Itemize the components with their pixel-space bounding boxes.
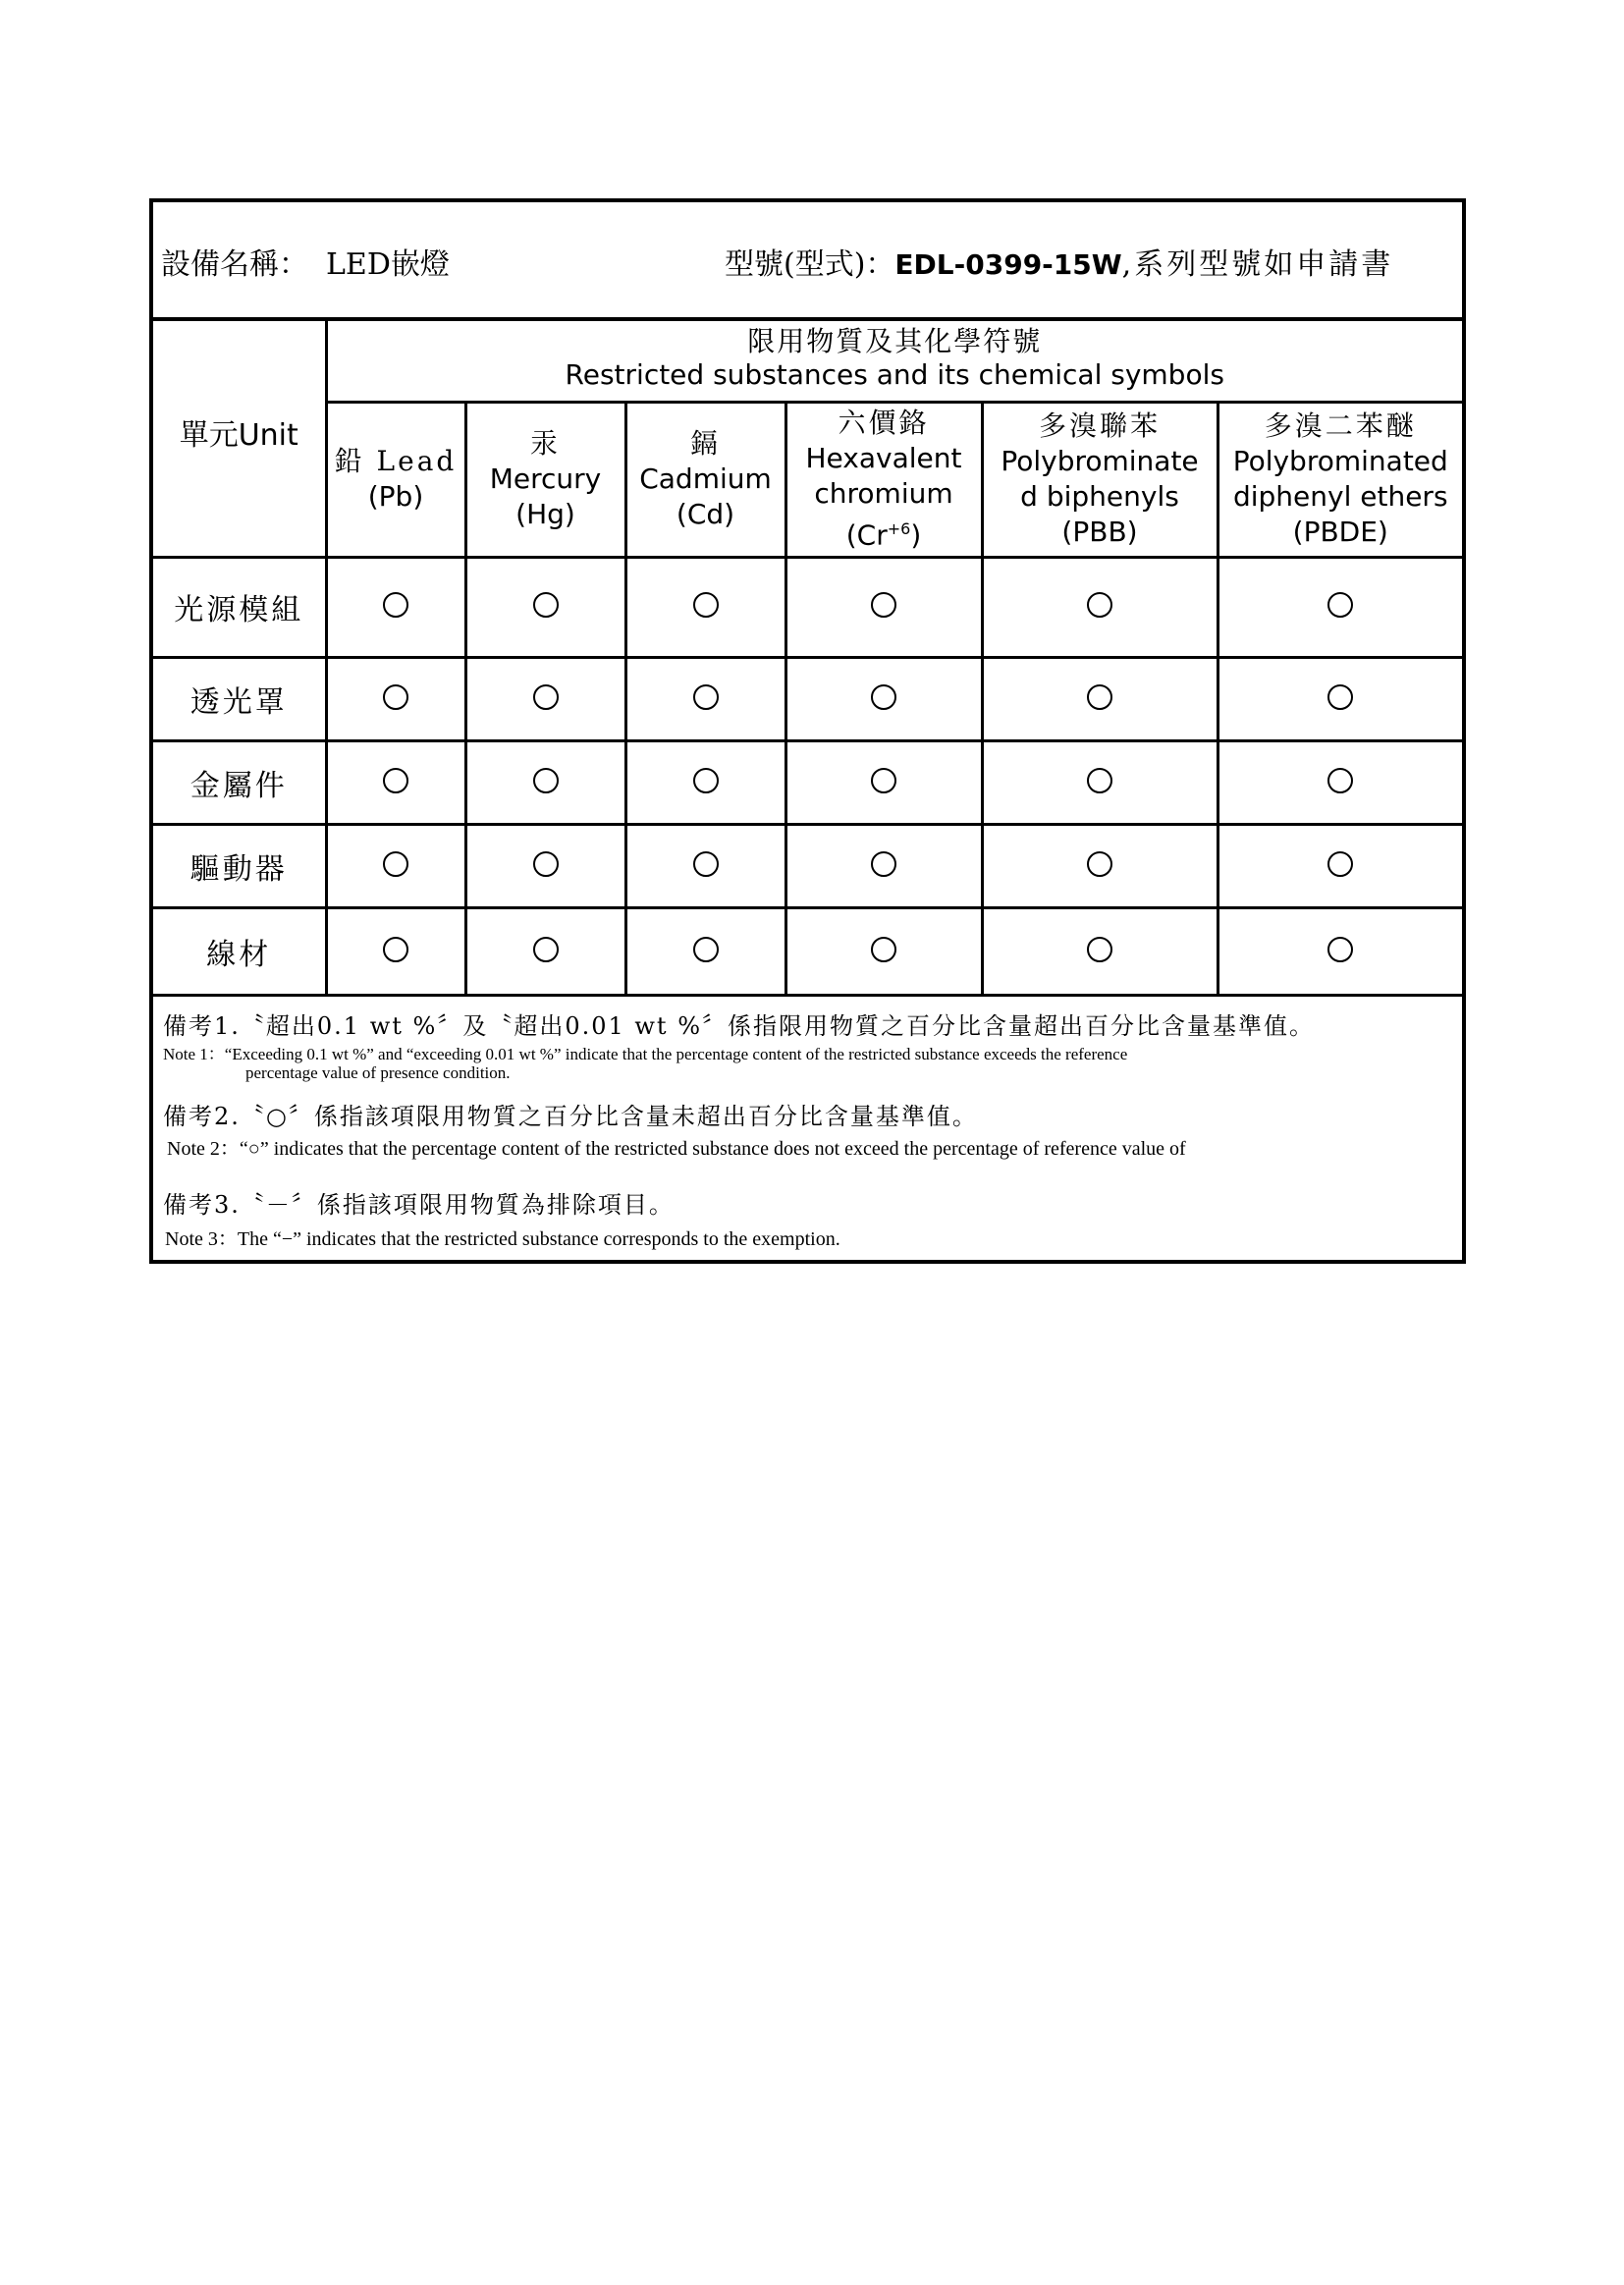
note-2-en: Note 2：“○” indicates that the percentage content of the restricted substance does not exceed the percentage of reference value of	[167, 1138, 1186, 1160]
circle-mark	[465, 557, 625, 657]
title-row	[153, 202, 1462, 321]
equipment-name-field	[161, 240, 450, 283]
circle-mark	[982, 907, 1218, 995]
note-1-en: Note 1：“Exceeding 0.1 wt %” and “exceeding 0.01 wt %” indicate that the percentage content of the restricted substance exceeds the reference	[163, 1045, 1128, 1063]
model-suffix: ,系列型號如申請書	[1121, 247, 1394, 282]
equipment-name: LED嵌燈	[326, 247, 450, 282]
circle-mark	[982, 557, 1218, 657]
circle-mark	[1218, 657, 1462, 740]
model-label: 型號(型式)：	[725, 247, 895, 282]
row-label: 驅動器	[153, 824, 326, 907]
circle-mark	[785, 824, 982, 907]
circle-mark	[625, 557, 785, 657]
circle-mark	[465, 657, 625, 740]
circle-mark	[326, 557, 465, 657]
rohs-declaration-sheet	[149, 198, 1466, 1264]
restricted-header-en: Restricted substances and its chemical symbols	[565, 358, 1224, 392]
note-2-zh: 備考2.〝○〞係指該項限用物質之百分比含量未超出百分比含量基準值。	[163, 1103, 978, 1130]
model-value: EDL-0399-15W	[894, 248, 1122, 281]
circle-mark	[982, 657, 1218, 740]
circle-mark	[465, 824, 625, 907]
notes-section	[153, 995, 1462, 1264]
circle-mark	[785, 557, 982, 657]
column-header-hexavalent-chromium: 六價鉻 Hexavalent chromium $(Cr^{+6})$	[785, 402, 982, 557]
note-3-en: Note 3：The “−” indicates that the restricted substance corresponds to the exemption.	[165, 1228, 840, 1250]
circle-mark	[1218, 740, 1462, 824]
restricted-substances-header	[326, 317, 1462, 402]
table-row	[153, 557, 1462, 657]
equipment-label: 設備名稱：	[161, 247, 308, 282]
column-header-lead: 鉛 Lead (Pb)	[326, 402, 465, 557]
circle-mark	[785, 657, 982, 740]
circle-mark	[625, 907, 785, 995]
table-row	[153, 740, 1462, 824]
circle-mark	[1218, 557, 1462, 657]
circle-mark	[326, 740, 465, 824]
row-label: 光源模組	[153, 557, 326, 657]
circle-mark	[982, 824, 1218, 907]
column-header-pbde: 多溴二苯醚 Polybrominated diphenyl ethers (PBDE)	[1218, 402, 1462, 557]
note-3-zh: 備考3.〝－〞係指該項限用物質為排除項目。	[163, 1191, 675, 1219]
circle-mark	[326, 907, 465, 995]
circle-mark	[1218, 824, 1462, 907]
circle-mark	[785, 740, 982, 824]
row-label: 線材	[153, 907, 326, 995]
circle-mark	[326, 824, 465, 907]
column-header-pbb: 多溴聯苯 Polybrominate d biphenyls (PBB)	[982, 402, 1218, 557]
table-row	[153, 907, 1462, 995]
circle-mark	[465, 907, 625, 995]
circle-mark	[625, 657, 785, 740]
model-field	[725, 240, 1393, 283]
restricted-header-zh: 限用物質及其化學符號	[747, 325, 1043, 358]
circle-mark	[625, 824, 785, 907]
circle-mark	[785, 907, 982, 995]
table-row	[153, 824, 1462, 907]
note-1-zh: 備考1.〝超出0.1 wt %〞及〝超出0.01 wt %〞係指限用物質之百分比含量超出百分比含量基準值。	[163, 1012, 1316, 1040]
restricted-substances-table	[153, 317, 1462, 997]
circle-mark	[982, 740, 1218, 824]
circle-mark	[625, 740, 785, 824]
circle-mark	[465, 740, 625, 824]
unit-header: 單元Unit	[153, 317, 326, 557]
circle-mark	[1218, 907, 1462, 995]
column-header-cadmium: 鎘 Cadmium (Cd)	[625, 402, 785, 557]
row-label: 透光罩	[153, 657, 326, 740]
row-label: 金屬件	[153, 740, 326, 824]
circle-mark	[326, 657, 465, 740]
note-1-en-cont: percentage value of presence condition.	[245, 1063, 511, 1082]
table-row	[153, 657, 1462, 740]
column-header-mercury: 汞 Mercury (Hg)	[465, 402, 625, 557]
